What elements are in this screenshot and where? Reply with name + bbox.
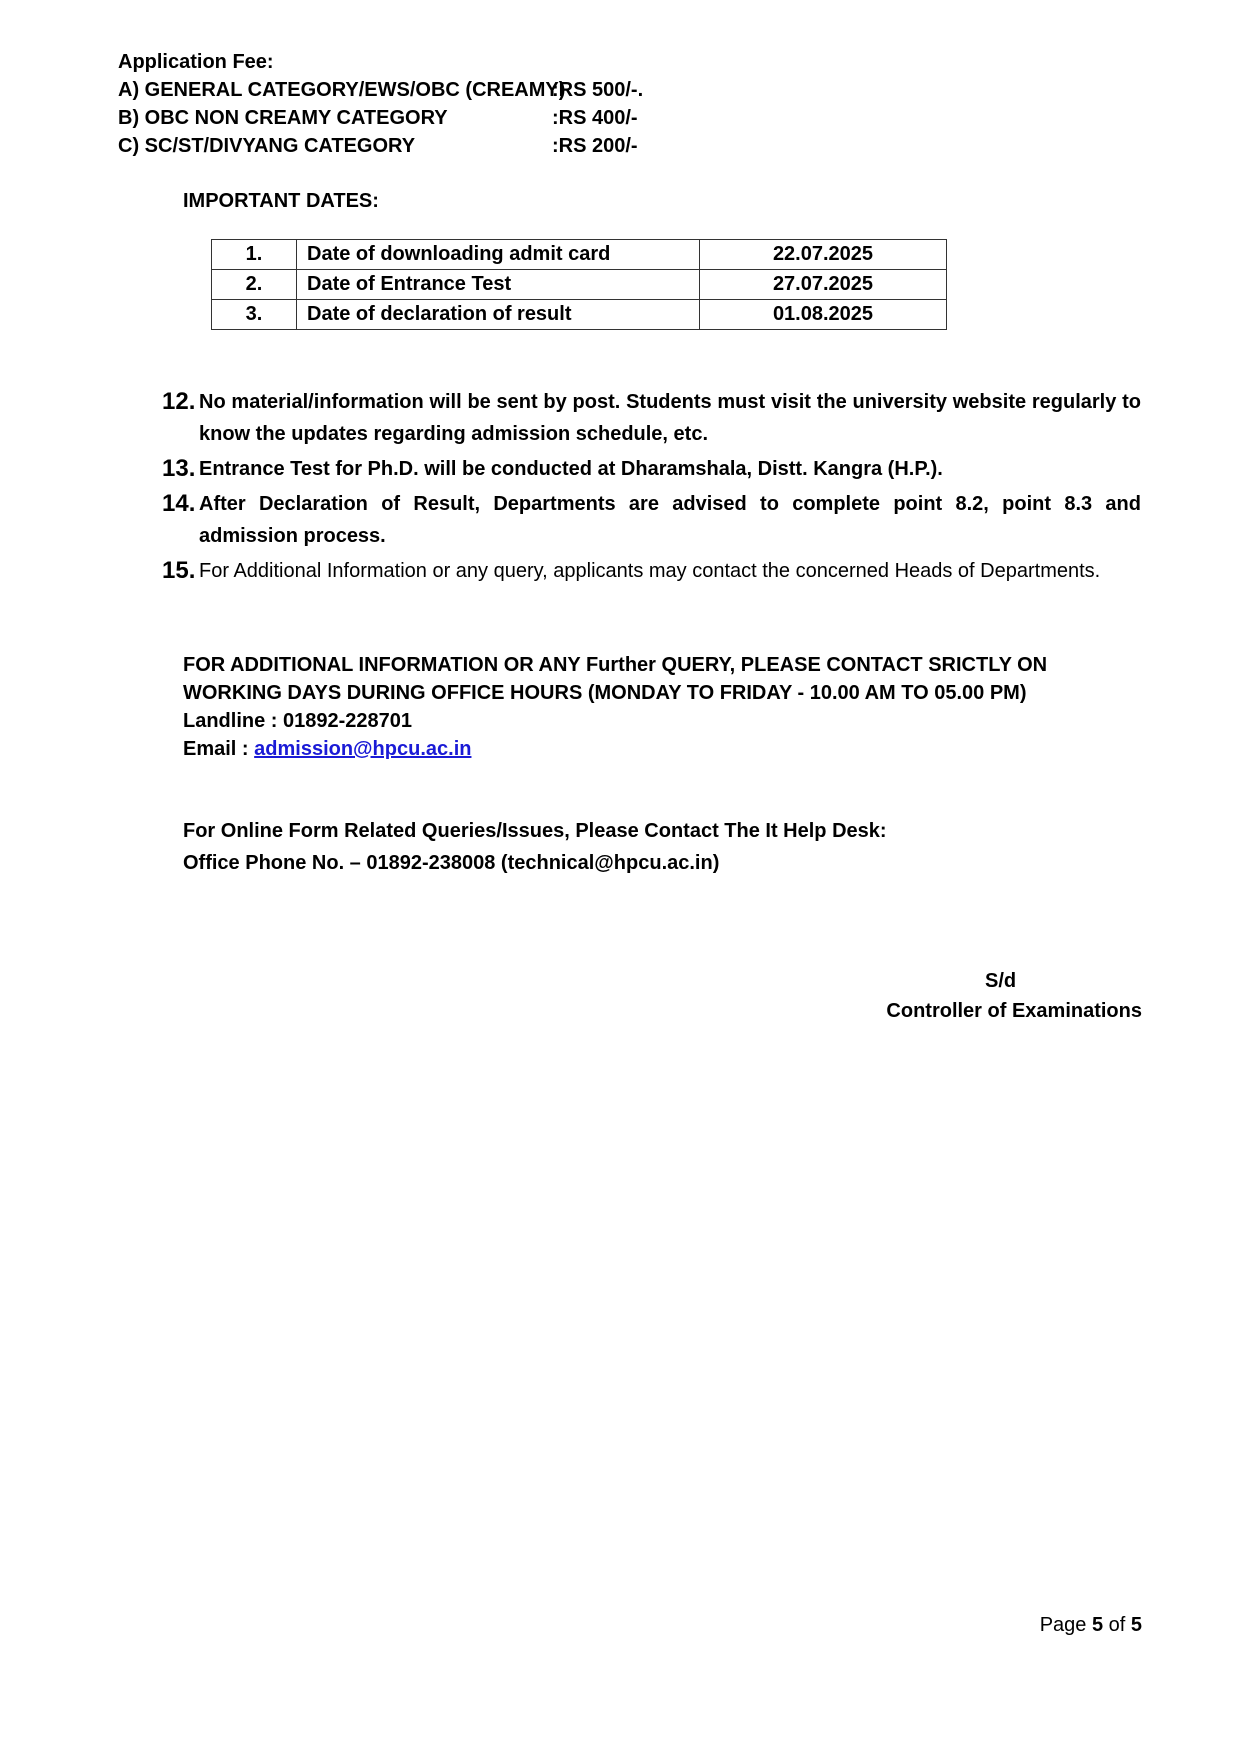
- fee-amount: :RS 500/-.: [552, 79, 644, 101]
- page-of: of: [1103, 1614, 1131, 1636]
- instruction-points-list: [162, 386, 1142, 590]
- date-cell: 22.07.2025: [700, 240, 947, 270]
- point-number: 14.: [162, 490, 196, 517]
- email-link[interactable]: admission@hpcu.ac.in: [254, 738, 472, 760]
- signatory-title: Controller of Examinations: [886, 1000, 1142, 1022]
- page-prefix: Page: [1039, 1614, 1092, 1636]
- list-item: [162, 555, 1142, 587]
- total-pages: 5: [1130, 1614, 1142, 1636]
- serial-number-cell: 3.: [212, 300, 297, 330]
- table-row: [212, 300, 947, 330]
- fee-row: [118, 132, 638, 160]
- serial-number-cell: 1.: [212, 240, 297, 270]
- landline-number: Landline : 01892-228701: [183, 710, 413, 732]
- helpdesk-heading: For Online Form Related Queries/Issues, Please Contact The It Help Desk:: [183, 820, 887, 842]
- signature-sd: S/d: [985, 970, 1017, 992]
- event-cell: Date of Entrance Test: [297, 270, 700, 300]
- point-number: 12.: [162, 388, 196, 415]
- page-number: [1040, 1614, 1142, 1637]
- current-page: 5: [1091, 1614, 1104, 1636]
- point-text: For Additional Information or any query, applicants may contact the concerned Heads of Departments.: [199, 560, 1101, 582]
- application-fee-section: [118, 48, 644, 160]
- point-text: No material/information will be sent by post. Students must visit the university website regularly to know the updates regarding admission schedule, etc.: [199, 391, 1141, 445]
- table-row: [212, 270, 947, 300]
- list-item: [162, 386, 1142, 450]
- list-item: [162, 453, 1142, 485]
- event-cell: Date of declaration of result: [297, 300, 700, 330]
- event-cell: Date of downloading admit card: [297, 240, 700, 270]
- point-number: 15.: [162, 557, 196, 584]
- fee-row: [118, 76, 644, 104]
- serial-number-cell: 2.: [212, 270, 297, 300]
- application-fee-heading: Application Fee:: [118, 51, 274, 73]
- list-item: [162, 488, 1142, 552]
- date-cell: 27.07.2025: [700, 270, 947, 300]
- helpdesk-section: [183, 815, 1143, 879]
- table-row: [212, 240, 947, 270]
- date-cell: 01.08.2025: [700, 300, 947, 330]
- point-number: 13.: [162, 455, 196, 482]
- helpdesk-phone: Office Phone No. – 01892-238008 (technical@hpcu.ac.in): [183, 852, 720, 874]
- fee-category: C) SC/ST/DIVYANG CATEGORY: [118, 135, 416, 157]
- fee-amount: :RS 200/-: [552, 135, 638, 157]
- email-label: Email :: [183, 738, 255, 760]
- fee-amount: :RS 400/-: [552, 107, 638, 129]
- email-line: [183, 735, 1143, 763]
- point-text: Entrance Test for Ph.D. will be conducted at Dharamshala, Distt. Kangra (H.P.).: [199, 458, 943, 480]
- fee-category: B) OBC NON CREAMY CATEGORY: [118, 107, 448, 129]
- point-text: After Declaration of Result, Departments are advised to complete point 8.2, point 8.3 and admission process.: [199, 493, 1141, 547]
- fee-row: [118, 104, 638, 132]
- contact-notice: FOR ADDITIONAL INFORMATION OR ANY Further QUERY, PLEASE CONTACT SRICTLY ON WORKING DAYS DURING OFFICE HOURS (MONDAY TO FRIDAY - 10.00 AM TO 05.00 PM): [183, 654, 1048, 704]
- fee-category: A) GENERAL CATEGORY/EWS/OBC (CREAMY): [118, 79, 566, 101]
- important-dates-table: [211, 239, 947, 330]
- contact-section: [183, 651, 1143, 763]
- important-dates-heading: IMPORTANT DATES:: [183, 190, 379, 212]
